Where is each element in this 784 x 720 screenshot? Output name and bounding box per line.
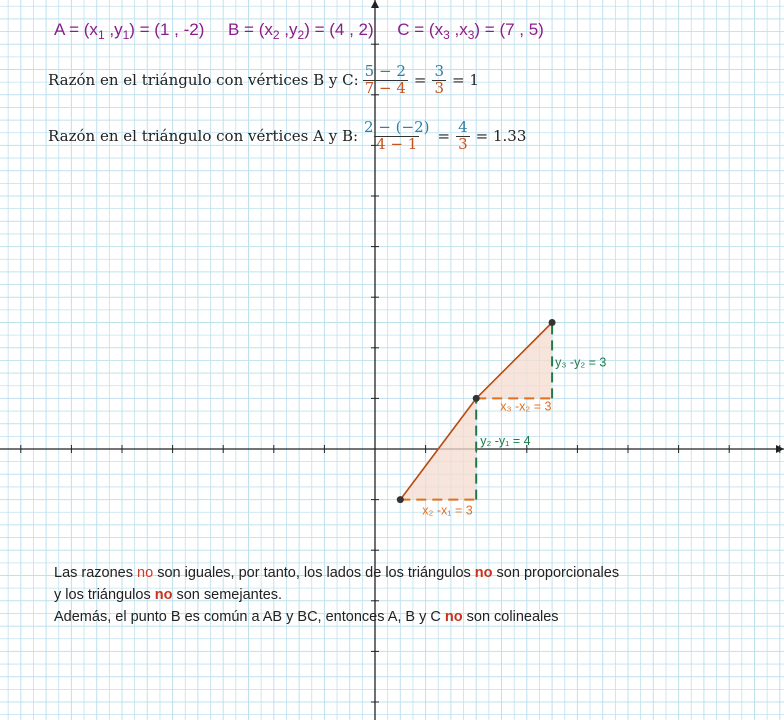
ratio-ab-fraction <box>362 120 431 153</box>
point-a-coordinates: $A = (x_1$ $,y_1) = (1$ , -2) <box>54 20 205 42</box>
conclusion-line-2: y los triángulos no son semejantes. <box>54 587 283 603</box>
ratio-bc-simplified-numerator: 3 <box>434 62 444 80</box>
coordinates-header <box>54 20 544 42</box>
ratio-ab-row <box>48 120 528 153</box>
ratio-ab-equals: = <box>437 127 451 146</box>
ratio-bc-simplified-denominator: 3 <box>434 78 444 97</box>
point-b-coordinates: $B = (x_2$ $,y_2) = (4$ , 2) <box>228 20 374 42</box>
ratio-ab-simplified-denominator: 3 <box>458 134 468 153</box>
point-a[interactable] <box>397 496 404 503</box>
y-axis-arrow <box>371 0 379 8</box>
no-word-4: no <box>444 609 463 625</box>
ratio-ab-result: = 1.33 <box>475 127 527 146</box>
no-word-1: no <box>137 565 154 581</box>
no-word-2: no <box>474 565 493 581</box>
point-c-coordinates: $C = (x_3$ $,x_3) = (7$ , 5) <box>397 20 544 42</box>
label-y3-y2: y₃ -y₂ = 3 <box>555 355 607 370</box>
ratio-ab-simplified-numerator: 4 <box>458 118 468 136</box>
ratio-bc-equals: = <box>413 71 427 90</box>
ratio-bc-numerator: 5 − 2 <box>364 62 406 80</box>
ratio-bc-denominator: 7 − 4 <box>364 78 406 97</box>
ratio-bc-fraction <box>363 64 408 97</box>
ratio-ab-simplified <box>456 120 470 153</box>
point-b[interactable] <box>473 395 480 402</box>
ratio-ab-numerator: 2 − (−2) <box>364 118 430 136</box>
no-word-3: no <box>154 587 173 603</box>
ratio-bc-result: = 1 <box>452 71 479 90</box>
ratio-ab-label: Razón en el triángulo con vértices A y B: <box>48 127 359 146</box>
label-x3-x2: x₃ -x₂ = 3 <box>500 399 552 414</box>
ratio-bc-row <box>48 64 481 97</box>
label-x2-x1: x₂ -x₁ = 3 <box>422 503 473 518</box>
point-c[interactable] <box>549 319 556 326</box>
ratio-ab-denominator: 4 − 1 <box>376 134 418 153</box>
label-y2-y1: y₂ -y₁ = 4 <box>480 434 531 448</box>
conclusion-line-1: Las razones no son iguales, por tanto, los lados de los triángulos no son proporcionales <box>54 565 620 581</box>
conclusion-text <box>54 562 619 628</box>
conclusion-line-3: Además, el punto B es común a AB y BC, entonces A, B y C no son colineales <box>54 609 559 625</box>
ratio-bc-simplified <box>432 64 446 97</box>
ratio-bc-label: Razón en el triángulo con vértices B y C: <box>48 71 359 90</box>
